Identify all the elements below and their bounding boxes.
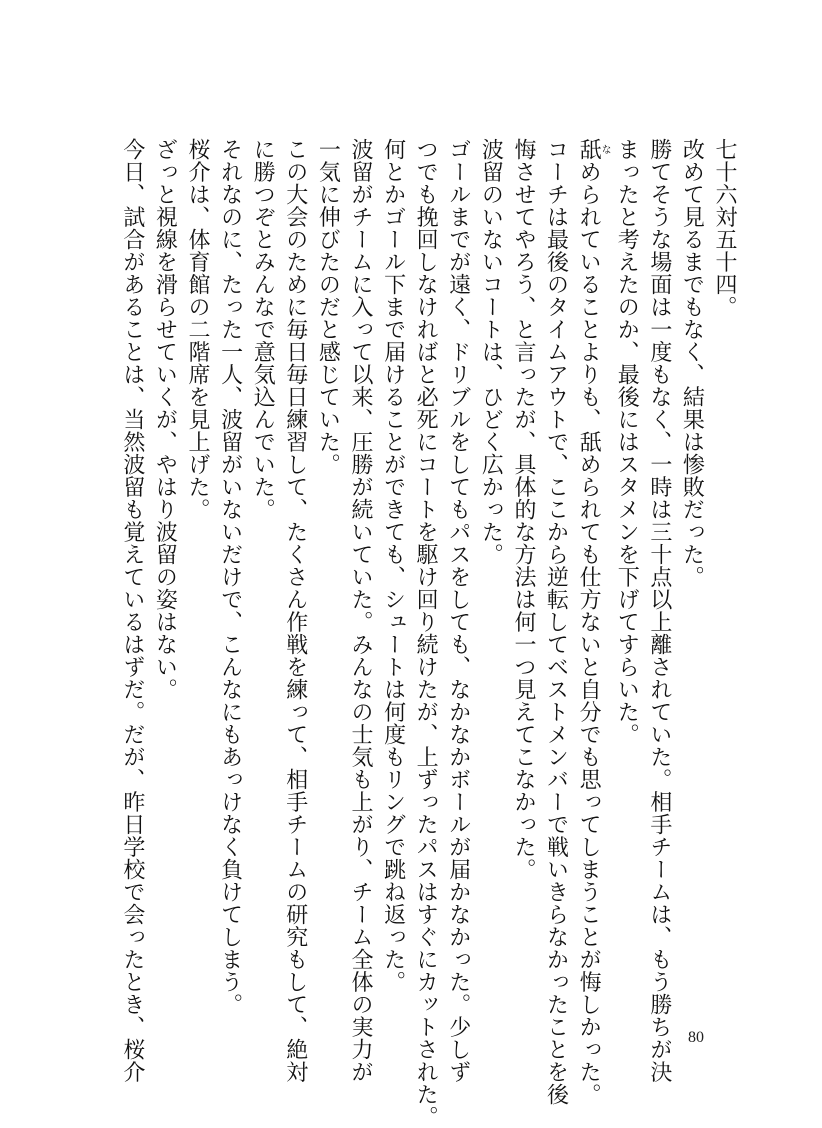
text-line: 今日、試合があることは、当然波留も覚えているはずだ。だが、昨日学校で会ったとき、桜介 bbox=[119, 138, 145, 1083]
text-line: 波留のいないコートは、ひどく広かった。 bbox=[478, 138, 504, 566]
text-line: つでも挽回しなければと必死にコートを駆け回り続けたが、上ずったパスはすぐにカットされた。 bbox=[413, 138, 439, 1128]
text-line: 改めて見るまでもなく、結果は惨敗だった。 bbox=[679, 138, 705, 588]
text-line: 勝てそうな場面は一度もなく、一時は三十点以上離されていた。相手チームは、もう勝ちが決 bbox=[646, 138, 672, 1083]
text-line: 波留がチームに入って以来、圧勝が続いていた。みんなの士気も上がり、チーム全体の実力が bbox=[347, 138, 373, 1083]
page-number: 80 bbox=[688, 1029, 704, 1046]
furigana: な bbox=[599, 138, 611, 161]
text-line: ゴールまでが遠く、ドリブルをしてもパスをしても、なかなかボールが届かなかった。少しず bbox=[445, 138, 471, 1083]
text-line: この大会のために毎日毎日練習して、たくさん作戦を練って、相手チームの研究もして、絶対 bbox=[282, 138, 308, 1083]
text-line: 舐なめられていることよりも、舐められても仕方ないと自分でも思ってしまうことが悔しかった。 bbox=[576, 138, 611, 1106]
text-line: それなのに、たった一人、波留がいないだけで、こんなにもあっけなく負けてしまう。 bbox=[217, 138, 243, 1016]
text-line: コーチは最後のタイムアウトで、ここから逆転してベストメンバーで戦いきらなかったことを後 bbox=[543, 138, 569, 1106]
text-line: 七十六対五十四。 bbox=[712, 138, 737, 318]
text-line: ざっと視線を滑らせていくが、やはり波留の姿はない。 bbox=[152, 138, 178, 701]
text-line: 一気に伸びたのだと感じていた。 bbox=[315, 138, 341, 476]
text-line: に勝つぞとみんなで意気込んでいた。 bbox=[250, 138, 276, 521]
text-line: 何とかゴール下まで届けることができても、シュートは何度もリングで跳ね返った。 bbox=[380, 138, 406, 993]
ruby-annotation: 舐な bbox=[576, 138, 611, 161]
text-line: まったと考えたのか、最後にはスタメンを下げてすらいた。 bbox=[614, 138, 640, 746]
text-line: 桜介は、体育館の二階席を見上げた。 bbox=[185, 138, 210, 521]
text-line: 悔させてやろう、と言ったが、具体的な方法は何一つ見えてこなかった。 bbox=[510, 138, 536, 881]
